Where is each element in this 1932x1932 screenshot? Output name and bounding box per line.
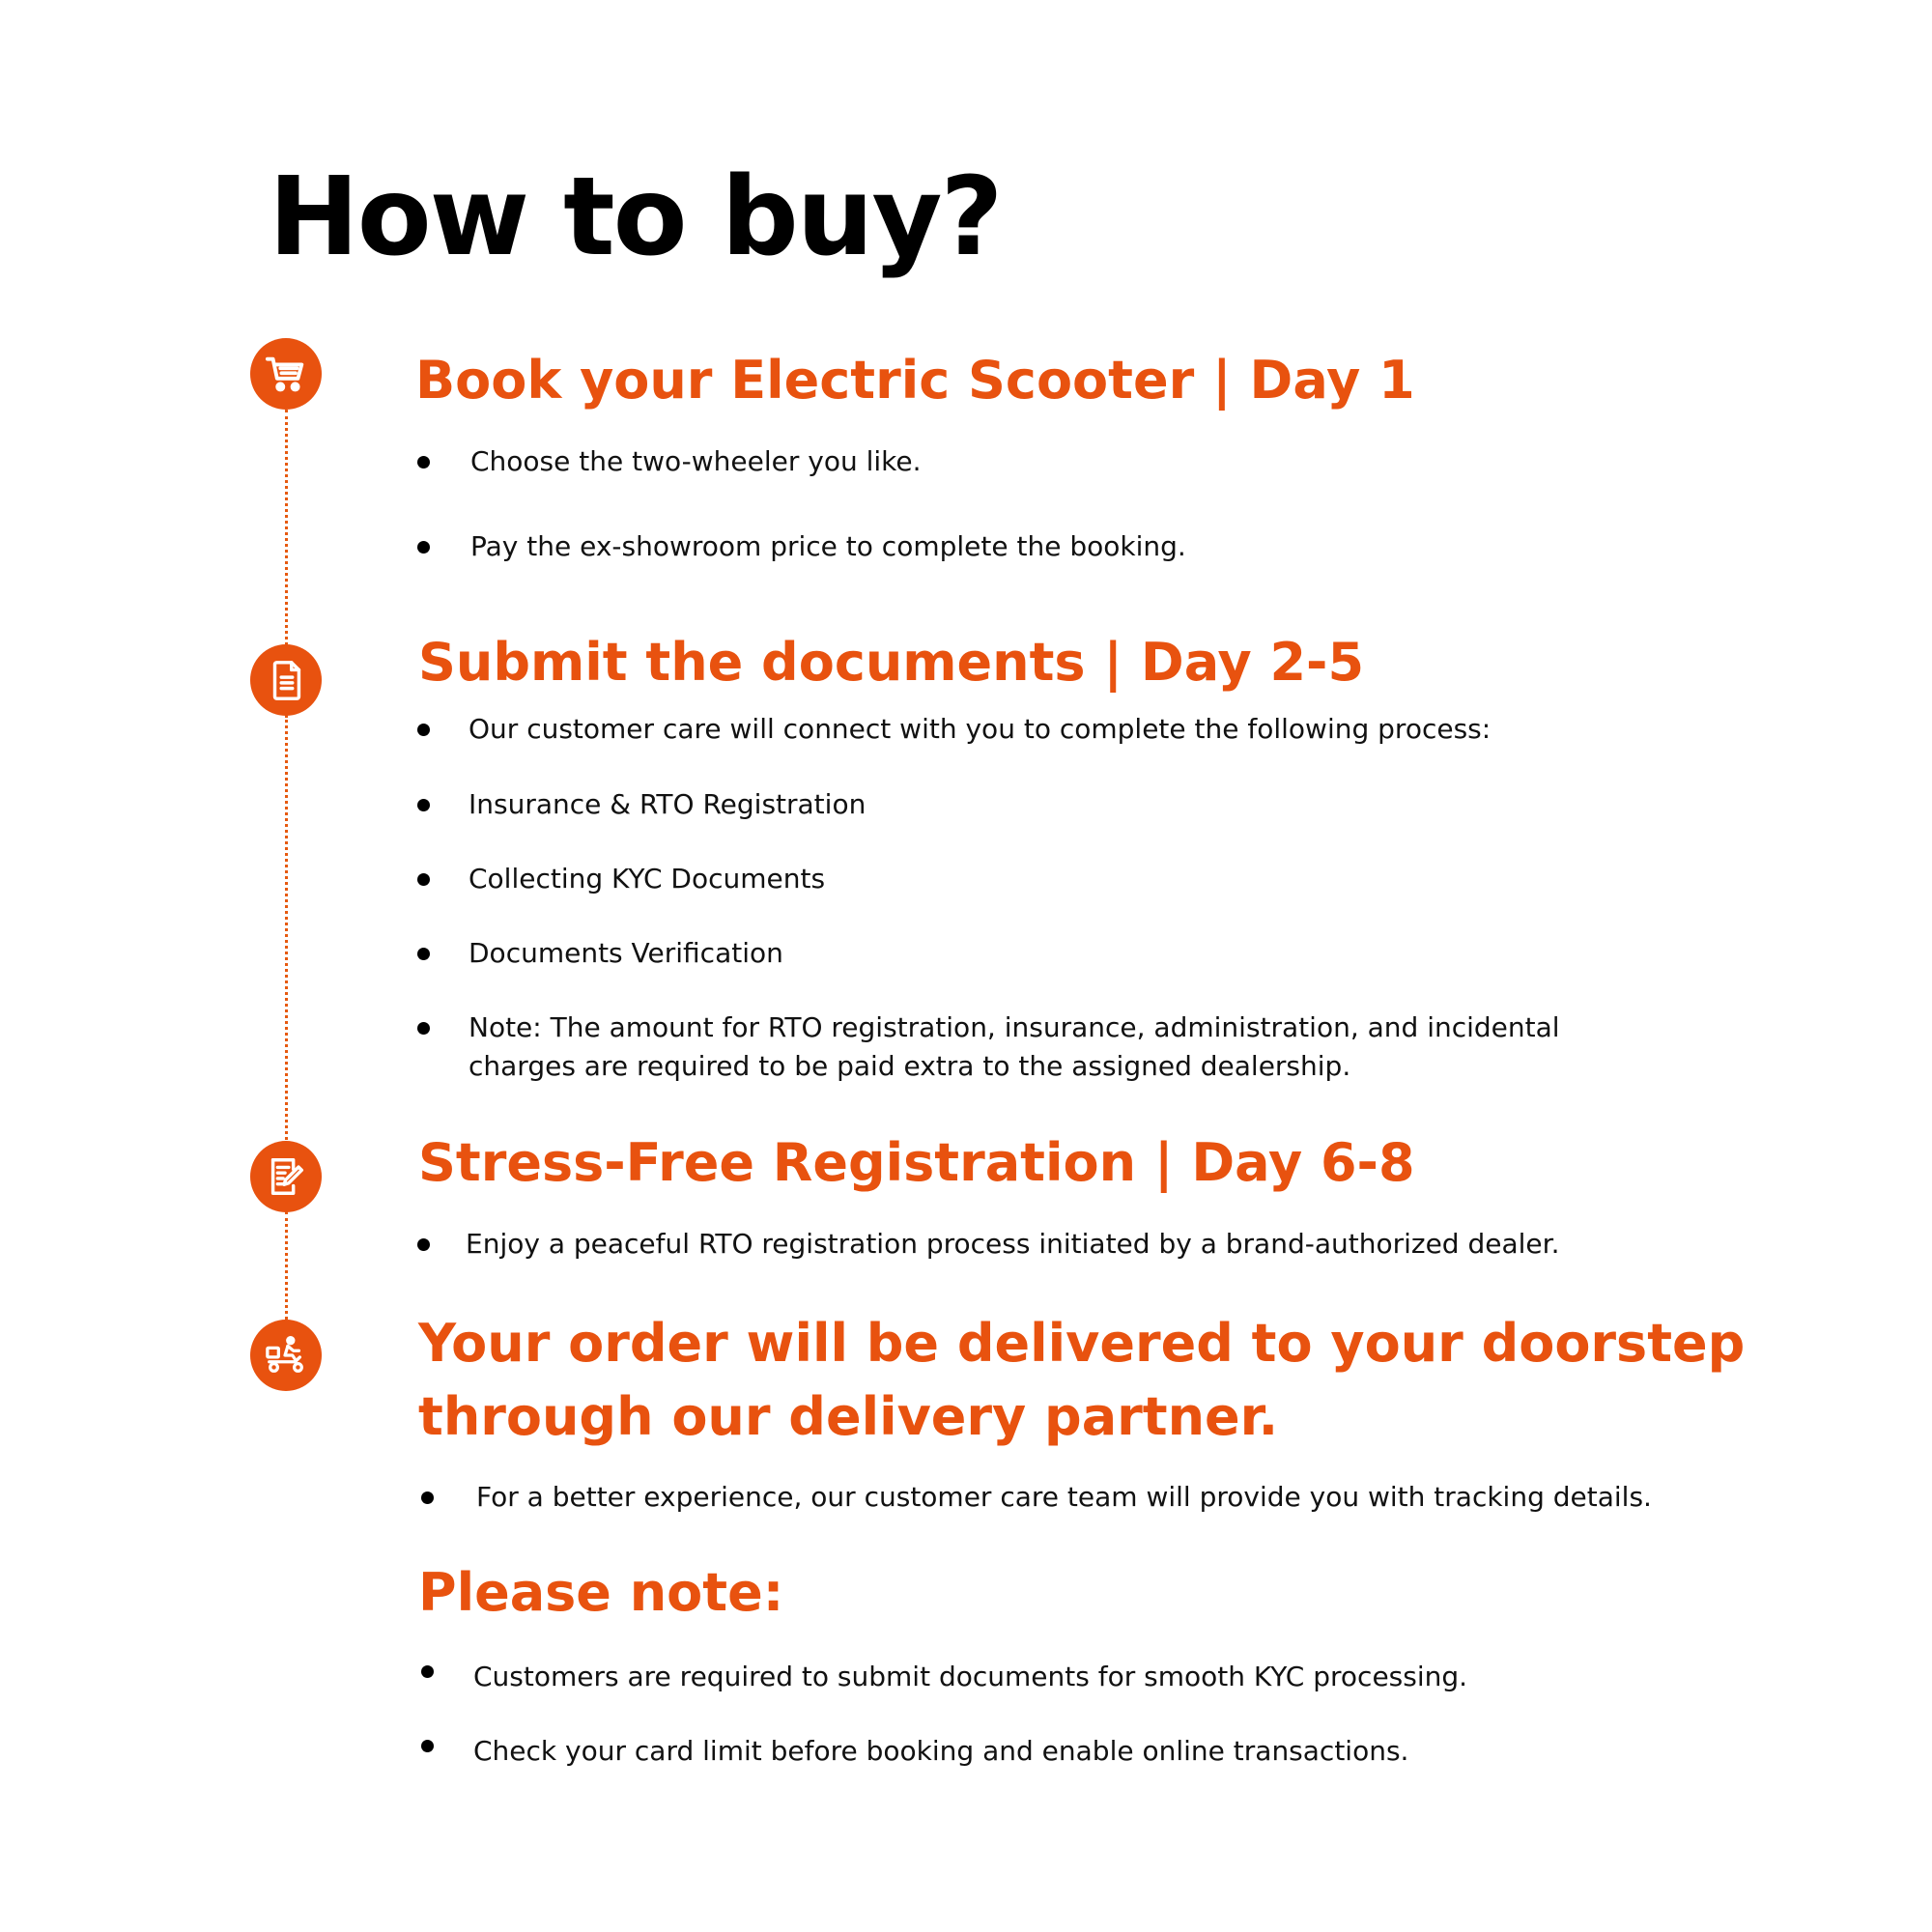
step-heading: Stress-Free Registration | Day 6-8	[418, 1132, 1415, 1193]
list-item-text: Choose the two-wheeler you like.	[470, 445, 922, 477]
form-edit-icon	[250, 1141, 322, 1212]
document-icon	[250, 644, 322, 716]
delivery-scooter-icon	[250, 1320, 322, 1391]
step-heading: Book your Electric Scooter | Day 1	[415, 350, 1415, 411]
step-heading: Your order will be delivered to your doorstep through our delivery partner.	[418, 1313, 1746, 1447]
list-item-text: Enjoy a peaceful RTO registration process initiated by a brand-authorized dealer.	[466, 1228, 1560, 1260]
bullet-dot	[417, 1238, 430, 1251]
list-item	[417, 527, 1702, 566]
list-item	[421, 1478, 1706, 1517]
bullet-dot	[417, 948, 430, 960]
timeline-connector	[285, 1211, 288, 1320]
list-item	[421, 1658, 1706, 1696]
list-item-text: For a better experience, our customer care team will provide you with tracking details.	[476, 1481, 1652, 1513]
note-heading: Please note:	[418, 1562, 784, 1623]
list-item	[417, 1009, 1605, 1086]
timeline-connector	[285, 715, 288, 1140]
list-item-text: Insurance & RTO Registration	[469, 788, 867, 820]
list-item	[417, 785, 1702, 824]
list-item-text: Collecting KYC Documents	[469, 863, 826, 895]
bullet-dot	[417, 1022, 430, 1035]
list-item-text: Check your card limit before booking and enable online transactions.	[473, 1735, 1409, 1767]
step-heading: Submit the documents | Day 2-5	[418, 632, 1365, 693]
bullet-dot	[417, 541, 430, 554]
bullet-dot	[417, 724, 430, 736]
bullet-dot	[417, 873, 430, 886]
timeline-connector	[285, 410, 288, 645]
list-item-text: Documents Verification	[469, 937, 783, 969]
page-title: How to buy?	[269, 155, 1002, 280]
list-item	[417, 860, 1702, 898]
bullet-dot	[417, 456, 430, 469]
list-item	[417, 710, 1702, 749]
list-item-text: Customers are required to submit documents for smooth KYC processing.	[473, 1661, 1468, 1692]
cart-icon	[250, 338, 322, 410]
list-item	[417, 934, 1702, 973]
bullet-dot	[421, 1665, 434, 1678]
list-item-text: Pay the ex-showroom price to complete the booking.	[470, 530, 1186, 562]
bullet-dot	[417, 799, 430, 811]
bullet-dot	[421, 1492, 434, 1504]
list-item	[421, 1732, 1706, 1771]
list-item	[417, 1225, 1702, 1264]
list-item-text: Note: The amount for RTO registration, insurance, administration, and incidental charges are required to be paid extra to the assigned dealership.	[469, 1011, 1560, 1082]
bullet-dot	[421, 1740, 434, 1752]
list-item-text: Our customer care will connect with you to complete the following process:	[469, 713, 1492, 745]
list-item	[417, 442, 1702, 481]
